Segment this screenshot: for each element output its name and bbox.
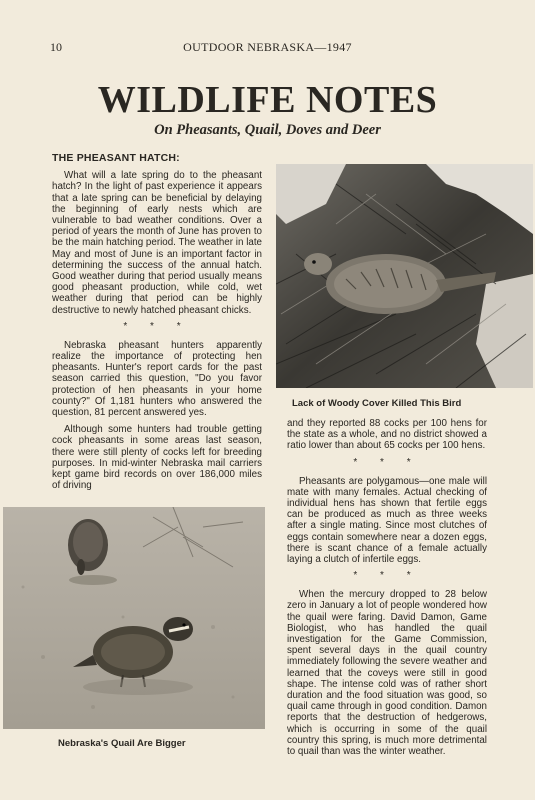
quail-photo <box>3 507 265 729</box>
quail-photo-image <box>3 507 265 729</box>
left-text-column <box>52 153 262 497</box>
article-subtitle: On Pheasants, Quail, Doves and Deer <box>154 122 381 138</box>
running-head: OUTDOOR NEBRASKA—1947 <box>183 40 352 54</box>
pheasant-photo-caption: Lack of Woody Cover Killed This Bird <box>292 398 462 409</box>
right-text-column <box>287 418 487 763</box>
quail-photo-caption: Nebraska's Quail Are Bigger <box>58 738 186 749</box>
paragraph: and they reported 88 cocks per 100 hens for the state as a whole, and no district showed a ratio lower than about 65 cocks per 100 hens. <box>287 418 487 452</box>
section-separator: * * * <box>353 570 421 582</box>
section-heading: THE PHEASANT HATCH: <box>52 152 180 164</box>
paragraph: Pheasants are polygamous—one male will mate with many females. Actual checking of individual hens has shown that fertile eggs can be produced as much as three weeks after a single mating. Since most clutches of eggs contain somewhere near a dozen eggs, there is scant chance of a female actually laying a clutch of infertile eggs. <box>287 475 487 566</box>
paragraph: Nebraska pheasant hunters apparently realize the importance of protecting hen pheasants. Hunter's report cards for the past season carried this question, "Do you favor protection of hen pheasants in your home county?" Of 1,181 hunters who answered the question, 81 percent answered yes. <box>52 339 262 419</box>
paragraph: What will a late spring do to the pheasant hatch? In the light of past experience it appears that a late spring can be beneficial by delaying the beginning of early nests which are vulnerable to bad weather conditions. Over a period of years the month of June has proven to be the main hatching period. The weather in late May and most of June is an important factor in determining the success of the annual hatch. Good weather during that period usually means good pheasant production, while cold, wet weather during that period can be highly destructive to newly hatched pheasant chicks. <box>52 170 262 316</box>
section-separator: * * * <box>353 456 421 468</box>
article-title: WILDLIFE NOTES <box>97 79 438 121</box>
paragraph: When the mercury dropped to 28 below zero in January a lot of people wondered how the quail were faring. David Damon, Game Biologist, who has handled the quail investigation for the Game Commission, spent several days in the quail country immediately following the severe weather and learned that the coveys were still in good shape. The intense cold was of rather short duration and the food situation was good, so quail came through in good condition. Damon reports that the destruction of hedgerows, which is occurring in some of the quail country this spring, is much more detrimental to quail than was the winter weather. <box>287 589 487 758</box>
paragraph: Although some hunters had trouble getting cock pheasants in some areas last season, there were still plenty of cocks left for breeding purposes. In mid-winter Nebraska mail carriers kept game bird records on over 186,000 miles of driving <box>52 424 262 492</box>
page-number: 10 <box>50 40 62 54</box>
section-separator: * * * <box>123 320 191 332</box>
pheasant-photo <box>276 164 533 388</box>
pheasant-photo-image <box>276 164 533 388</box>
